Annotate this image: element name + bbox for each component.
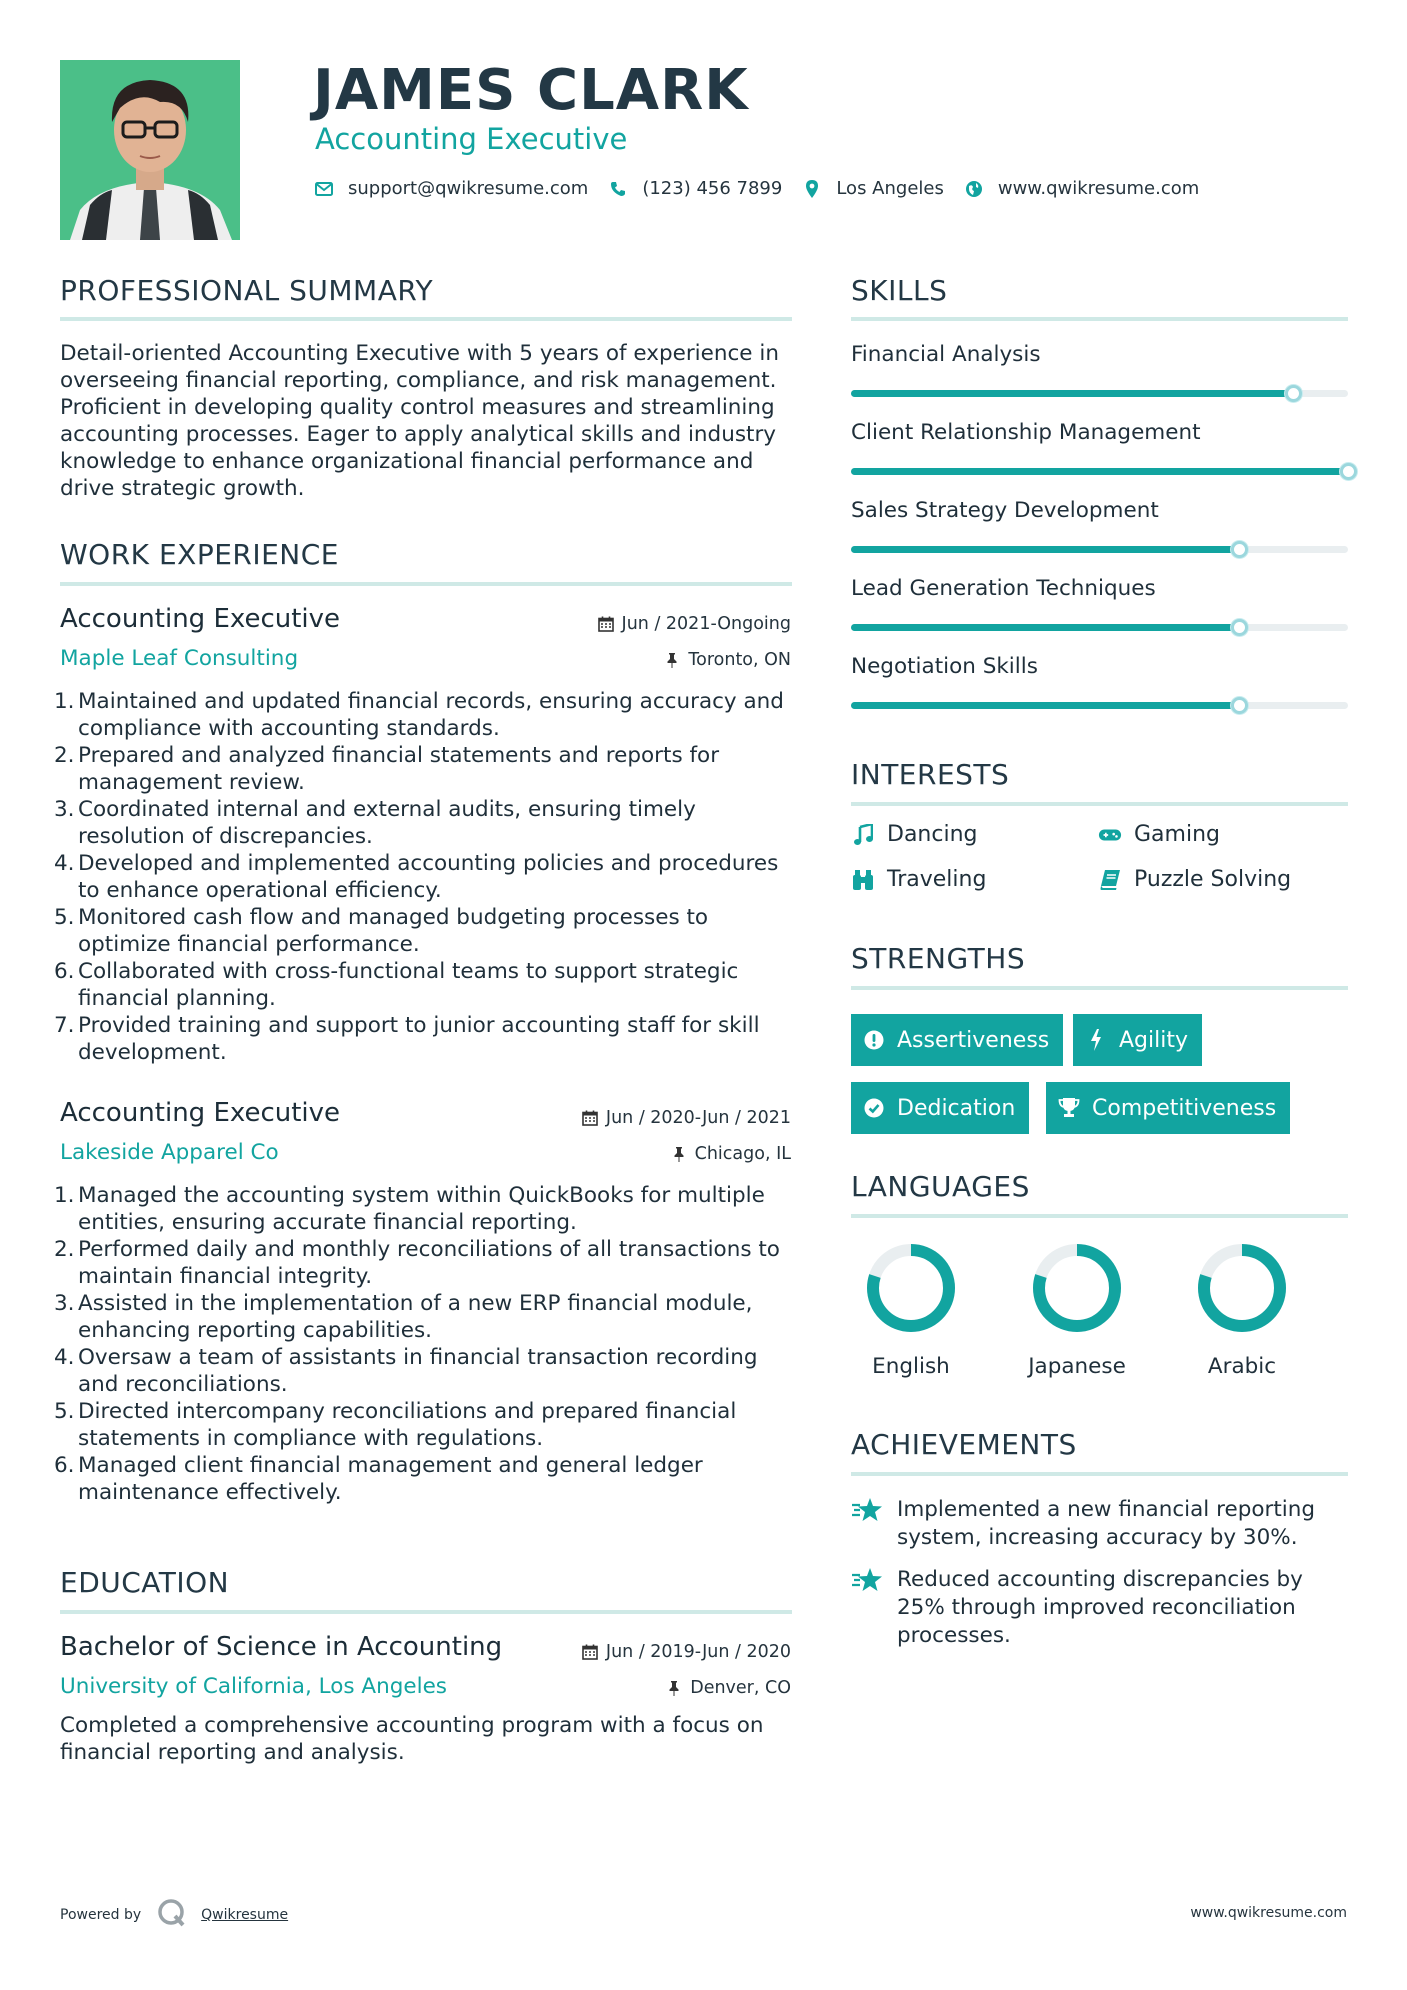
book-icon [1098,868,1122,892]
list-item: 6. Collaborated with cross-functional teams to support strategic financial planning. [54,959,739,1011]
interest-label: Traveling [887,867,987,892]
language-ring [1029,1240,1125,1336]
footer-branding [60,1898,288,1932]
language-item [846,1240,976,1379]
globe-icon [964,179,984,199]
skill-bar [851,468,1348,475]
avatar [60,60,240,240]
list-item: 2. Prepared and analyzed financial statements and reports for management review. [54,743,720,795]
skill-name: Negotiation Skills [851,654,1038,679]
summary-text: Detail-oriented Accounting Executive with 5 years of experience in overseeing financial reporting, compliance, and risk management. Proficient in developing quality control measures and streamlining accounting processes. Eager to apply analytical skills and industry knowledge to enhance organizational financial performance and drive strategic growth. [60,341,779,501]
skills-heading: SKILLS [851,274,948,307]
skill-bar-fill [851,468,1348,475]
skill-bar-knob [1231,619,1248,636]
education-dates-text: Jun / 2019-Jun / 2020 [605,1642,791,1662]
skill-bar-fill [851,624,1239,631]
job-location [664,650,791,670]
interest-item [1098,822,1220,847]
summary-divider [60,317,792,321]
job-dates [582,1108,791,1128]
qwikresume-logo-icon [157,1898,187,1932]
binoculars-icon [851,868,875,892]
list-item: 4. Oversaw a team of assistants in financial transaction recording and reconciliations. [54,1345,758,1397]
map-marker-icon [802,179,822,199]
candidate-title: Accounting Executive [315,122,628,156]
job-company: Maple Leaf Consulting [60,646,299,671]
list-item: 1. Managed the accounting system within QuickBooks for multiple entities, ensuring accurate financial reporting. [54,1183,765,1235]
list-item: 1. Maintained and updated financial records, ensuring accuracy and compliance with accounting standards. [54,689,784,741]
strength-label: Agility [1119,1027,1188,1053]
qwikresume-link[interactable]: Qwikresume [201,1907,289,1923]
interest-item [1098,867,1291,892]
interests-divider [851,802,1348,806]
list-item: 4. Developed and implemented accounting policies and procedures to enhance operational efficiency. [54,851,779,903]
skill-bar-fill [851,546,1239,553]
contact-website[interactable] [964,178,1199,199]
experience-heading: WORK EXPERIENCE [60,538,339,571]
skill-name: Financial Analysis [851,342,1041,367]
contact-phone[interactable] [608,178,782,199]
language-name: Japanese [1028,1354,1126,1379]
calendar-icon [598,616,614,632]
skill-bar-knob [1340,463,1357,480]
achievement-text: Reduced accounting discrepancies by 25% through improved reconciliation processes. [897,1567,1303,1648]
skill-bar-knob [1285,385,1302,402]
interest-label: Dancing [887,822,978,847]
job-dates-text: Jun / 2020-Jun / 2021 [605,1108,791,1128]
skill-bar-fill [851,390,1293,397]
language-name: Arabic [1207,1354,1277,1379]
interest-item [851,822,977,847]
education-divider [60,1610,792,1614]
phone-text: (123) 456 7899 [642,178,783,199]
job-location [671,1144,791,1164]
skill-bar [851,702,1348,709]
skill-name: Sales Strategy Development [851,498,1159,523]
email-text: support@qwikresume.com [348,178,589,199]
languages-divider [851,1214,1348,1218]
achievements-heading: ACHIEVEMENTS [851,1428,1077,1461]
profile-photo [60,60,240,240]
pin-icon [671,1146,687,1162]
envelope-icon [314,179,334,199]
strength-label: Dedication [897,1095,1016,1121]
footer-website[interactable]: www.qwikresume.com [1190,1905,1347,1921]
language-item [1177,1240,1307,1379]
contact-bar [314,178,1219,199]
job-company: Lakeside Apparel Co [60,1140,279,1165]
language-ring [1194,1240,1290,1336]
strength-tag [851,1082,1029,1134]
interest-label: Gaming [1134,822,1220,847]
list-item: 3. Assisted in the implementation of a new ERP financial module, enhancing reporting capabilities. [54,1291,753,1343]
languages-heading: LANGUAGES [851,1170,1030,1203]
star-award-icon [851,1496,885,1524]
website-text: www.qwikresume.com [997,178,1200,199]
education-dates [582,1642,791,1662]
gamepad-icon [1098,823,1122,847]
pin-icon [664,652,680,668]
interest-label: Puzzle Solving [1134,867,1292,892]
education-description: Completed a comprehensive accounting program with a focus on financial reporting and analysis. [60,1713,764,1765]
strengths-heading: STRENGTHS [851,942,1026,975]
experience-divider [60,582,792,586]
strength-label: Assertiveness [897,1027,1050,1053]
job-dates [598,614,791,634]
strength-tag [1046,1082,1290,1134]
achievement-text: Implemented a new financial reporting system, increasing accuracy by 30%. [897,1497,1316,1550]
job-location-text: Toronto, ON [688,650,791,670]
bolt-icon [1085,1029,1107,1051]
interest-item [851,867,986,892]
skill-bar [851,390,1348,397]
list-item: 5. Monitored cash flow and managed budgeting processes to optimize financial performance. [54,905,709,957]
pin-icon [666,1680,682,1696]
skill-bar [851,546,1348,553]
strengths-divider [851,986,1348,990]
skill-bar-knob [1231,541,1248,558]
strength-label: Competitiveness [1092,1095,1277,1121]
candidate-name: JAMES CLARK [313,58,749,123]
achievements-divider [851,1472,1348,1476]
skill-bar-fill [851,702,1239,709]
list-item: 7. Provided training and support to junior accounting staff for skill development. [54,1013,760,1065]
achievement-item [851,1496,1351,1552]
job-bullets [54,688,800,1066]
contact-email[interactable] [314,178,588,199]
skill-bar-knob [1231,697,1248,714]
school-name: University of California, Los Angeles [60,1674,448,1699]
summary-heading: PROFESSIONAL SUMMARY [60,274,434,307]
achievement-item [851,1566,1351,1650]
language-item [1012,1240,1142,1379]
music-icon [851,823,875,847]
interests-heading: INTERESTS [851,758,1010,791]
job-bullets [54,1182,800,1506]
job-title: Accounting Executive [60,604,341,634]
strength-tag [1073,1014,1202,1066]
skills-divider [851,317,1348,321]
calendar-icon [582,1644,598,1660]
trophy-icon [1058,1097,1080,1119]
list-item: 5. Directed intercompany reconciliations and prepared financial statements in compliance with regulations. [54,1399,737,1451]
list-item: 2. Performed daily and monthly reconciliations of all transactions to maintain financial integrity. [54,1237,780,1289]
exclamation-circle-icon [863,1029,885,1051]
list-item: 6. Managed client financial management and general ledger maintenance effectively. [54,1453,703,1505]
skill-name: Client Relationship Management [851,420,1201,445]
job-dates-text: Jun / 2021-Ongoing [621,614,791,634]
check-circle-icon [863,1097,885,1119]
phone-icon [608,179,628,199]
powered-by-label: Powered by [60,1907,142,1923]
skill-name: Lead Generation Techniques [851,576,1156,601]
language-ring [863,1240,959,1336]
job-location-text: Chicago, IL [694,1144,791,1164]
education-heading: EDUCATION [60,1566,230,1599]
language-name: English [872,1354,950,1379]
calendar-icon [582,1110,598,1126]
education-location-text: Denver, CO [690,1678,791,1698]
strength-tag [851,1014,1063,1066]
list-item: 3. Coordinated internal and external audits, ensuring timely resolution of discrepancies. [54,797,696,849]
degree-title: Bachelor of Science in Accounting [60,1632,503,1662]
skill-bar [851,624,1348,631]
contact-location [802,178,944,199]
star-award-icon [851,1566,885,1594]
location-text: Los Angeles [836,178,944,199]
job-title: Accounting Executive [60,1098,341,1128]
education-location [666,1678,791,1698]
